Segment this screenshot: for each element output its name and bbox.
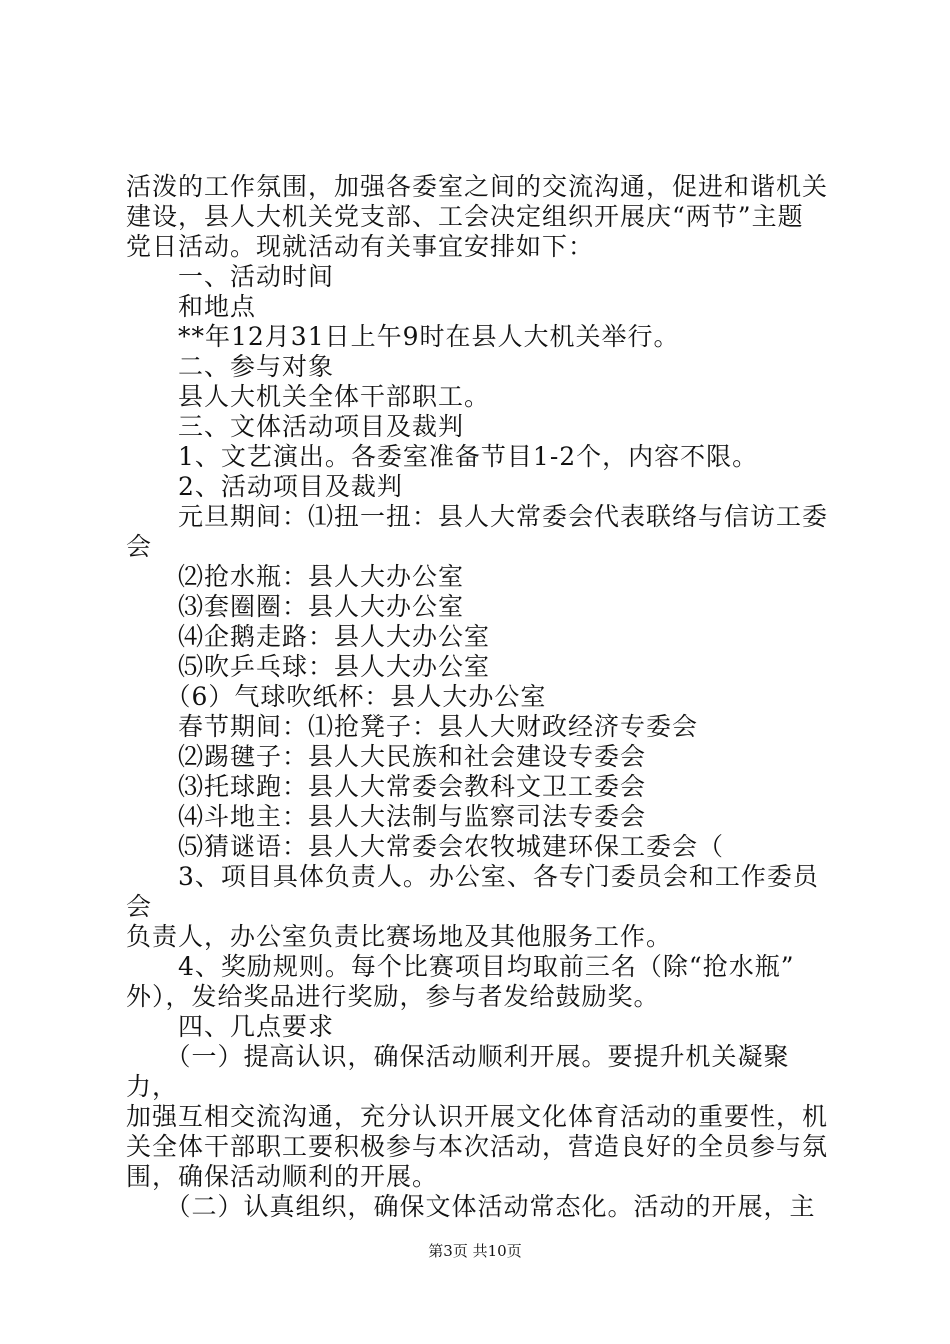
text-line: 和地点	[126, 292, 257, 321]
list-item: ⑵抢水瓶：县人大办公室	[126, 562, 465, 591]
document-body	[126, 172, 838, 1222]
text-line: 县人大机关全体干部职工。	[126, 382, 491, 411]
section-heading: 三、文体活动项目及裁判	[126, 412, 465, 441]
page-number-footer: 第3页 共10页	[428, 1242, 522, 1260]
text-line: 负责人，办公室负责比赛场地及其他服务工作。	[126, 922, 673, 951]
list-item: ⑷企鹅走路：县人大办公室	[126, 622, 491, 651]
text-line: 1、文艺演出。各委室准备节目1-2个，内容不限。	[126, 442, 759, 471]
list-item: ⑵踢毽子：县人大民族和社会建设专委会	[126, 742, 647, 771]
text-line: 活泼的工作氛围，加强各委室之间的交流沟通，促进和谐机关	[126, 172, 829, 201]
text-line: 建设，县人大机关党支部、工会决定组织开展庆“两节”主题	[126, 202, 804, 231]
text-line: 元旦期间：⑴扭一扭：县人大常委会代表联络与信访工委	[126, 502, 829, 531]
list-item: ⑶套圈圈：县人大办公室	[126, 592, 465, 621]
section-heading: 二、参与对象	[126, 352, 335, 381]
section-heading: 一、活动时间	[126, 262, 335, 291]
list-item: ⑶托球跑：县人大常委会教科文卫工委会	[126, 772, 647, 801]
list-item: ⑸猜谜语：县人大常委会农牧城建环保工委会（	[126, 832, 725, 861]
text-line: 4、奖励规则。每个比赛项目均取前三名（除“抢水瓶”	[126, 952, 795, 981]
text-line: 外），发给奖品进行奖励，参与者发给鼓励奖。	[126, 982, 660, 1011]
text-line: 关全体干部职工要积极参与本次活动，营造良好的全员参与氛	[126, 1132, 829, 1161]
text-line: （一）提高认识，确保活动顺利开展。要提升机关凝聚力，	[126, 1042, 790, 1101]
text-line: 加强互相交流沟通，充分认识开展文化体育活动的重要性，机	[126, 1102, 829, 1131]
list-item: ⑷斗地主：县人大法制与监察司法专委会	[126, 802, 647, 831]
list-item: ⑸吹乒乓球：县人大办公室	[126, 652, 491, 681]
text-line: 党日活动。现就活动有关事宜安排如下：	[126, 232, 595, 261]
text-line: **年12月31日上午9时在县人大机关举行。	[126, 322, 680, 351]
text-line: （二）认真组织，确保文体活动常态化。活动的开展，主	[126, 1192, 816, 1221]
text-line: 会	[126, 532, 153, 561]
text-line: 2、活动项目及裁判	[126, 472, 403, 501]
list-item: 春节期间：⑴抢凳子：县人大财政经济专委会	[126, 712, 699, 741]
text-line: 围，确保活动顺利的开展。	[126, 1162, 439, 1191]
text-line: 3、项目具体负责人。办公室、各专门委员会和工作委员会	[126, 862, 819, 921]
section-heading: 四、几点要求	[126, 1012, 335, 1041]
list-item: （6）气球吹纸杯：县人大办公室	[126, 682, 547, 711]
